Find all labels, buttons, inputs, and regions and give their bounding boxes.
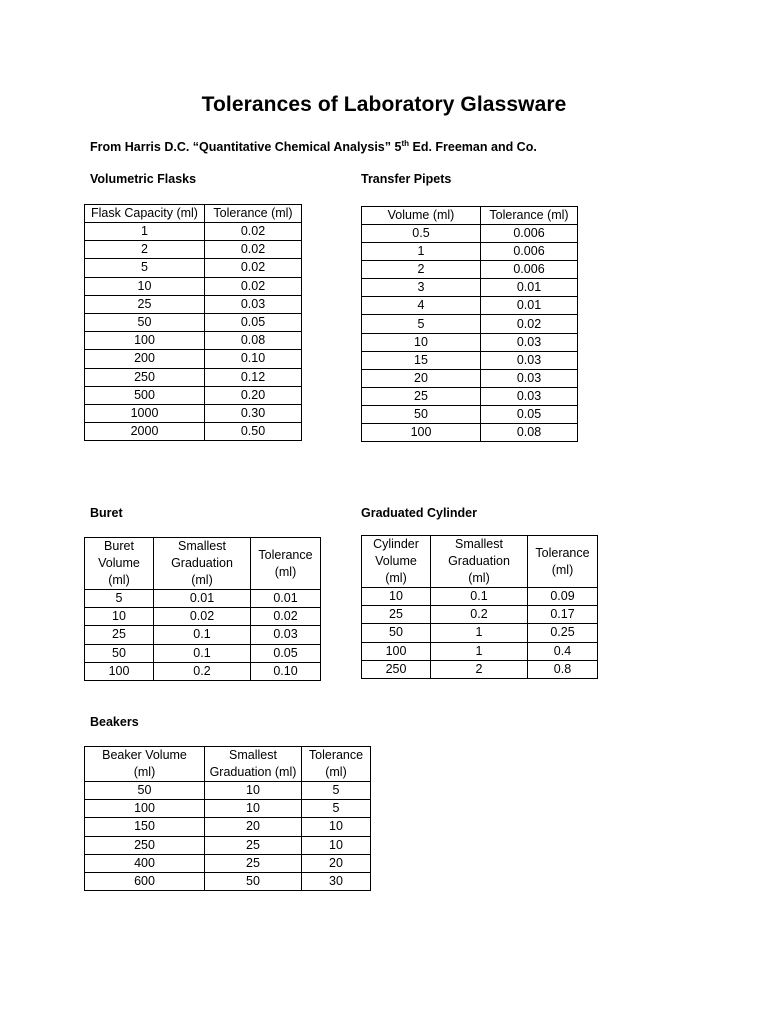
table-row: [362, 606, 598, 624]
beakers-header-text: Beaker Volume: [102, 748, 187, 762]
table-cell: 0.10: [251, 662, 321, 680]
buret-header-text: (ml): [274, 564, 297, 579]
table-cell: 0.08: [205, 332, 302, 350]
table-row: [85, 350, 302, 368]
table-cell: 0.02: [205, 277, 302, 295]
table-row: [85, 872, 371, 890]
table-cell: 0.03: [205, 295, 302, 313]
graduated-cylinder-header-text: Volume: [375, 554, 417, 568]
table-cell: 0.30: [205, 404, 302, 422]
table-cell: 10: [85, 608, 154, 626]
table-cell: 50: [85, 644, 154, 662]
transfer-pipets-header-row: [362, 207, 578, 225]
table-row: [85, 608, 321, 626]
table-cell: 1: [85, 223, 205, 241]
table-cell: 250: [85, 836, 205, 854]
table-row: [362, 424, 578, 442]
table-row: [362, 588, 598, 606]
transfer-pipets-table: [361, 206, 578, 442]
buret-header-text: Smallest: [178, 539, 226, 553]
table-row: [85, 590, 321, 608]
table-cell: 500: [85, 386, 205, 404]
table-row: [85, 241, 302, 259]
table-cell: 0.5: [362, 225, 481, 243]
table-row: [362, 351, 578, 369]
table-cell: 0.006: [481, 261, 578, 279]
table-cell: 0.05: [205, 313, 302, 331]
volumetric-flasks-label: Volumetric Flasks: [90, 172, 197, 186]
table-row: [85, 644, 321, 662]
beakers-label: Beakers: [90, 715, 139, 729]
table-cell: 20: [302, 854, 371, 872]
table-cell: 0.02: [205, 241, 302, 259]
table-row: [362, 297, 578, 315]
table-cell: 0.02: [154, 608, 251, 626]
table-cell: 2: [362, 261, 481, 279]
graduated-cylinder-table: [361, 535, 598, 679]
table-cell: 5: [302, 782, 371, 800]
table-row: [85, 854, 371, 872]
table-cell: 10: [362, 588, 431, 606]
table-cell: 5: [302, 800, 371, 818]
table-cell: 5: [85, 259, 205, 277]
table-cell: 0.1: [154, 626, 251, 644]
table-cell: 0.12: [205, 368, 302, 386]
table-cell: 100: [85, 800, 205, 818]
graduated-cylinder-header-cell: [431, 536, 528, 588]
table-cell: 25: [85, 626, 154, 644]
table-cell: 0.03: [481, 351, 578, 369]
table-cell: 0.05: [251, 644, 321, 662]
table-cell: 0.03: [481, 333, 578, 351]
table-row: [85, 423, 302, 441]
table-row: [362, 243, 578, 261]
graduated-cylinder-header-text: Graduation: [448, 554, 510, 568]
buret-header-text: Buret: [104, 539, 134, 553]
table-cell: 0.08: [481, 424, 578, 442]
table-cell: 1: [431, 642, 528, 660]
graduated-cylinder-header-text: (ml): [385, 571, 407, 585]
graduated-cylinder-header-cell: [362, 536, 431, 588]
beakers-header-cell: [302, 747, 371, 782]
volumetric-flasks-header-cell: [205, 205, 302, 223]
table-cell: 0.01: [251, 590, 321, 608]
table-cell: 0.50: [205, 423, 302, 441]
table-row: [85, 800, 371, 818]
table-cell: 50: [362, 405, 481, 423]
table-cell: 0.20: [205, 386, 302, 404]
buret-header-text: (ml): [191, 573, 213, 587]
buret-table: [84, 537, 321, 681]
volumetric-flasks-header-text: Flask Capacity (ml): [91, 206, 198, 220]
graduated-cylinder-header-cell: [528, 536, 598, 588]
table-cell: 0.1: [154, 644, 251, 662]
source-citation-prefix: From Harris D.C. “Quantitative Chemical Analysis” 5: [90, 140, 402, 154]
buret-header-text: Volume: [98, 556, 140, 570]
table-cell: 400: [85, 854, 205, 872]
table-row: [85, 626, 321, 644]
beakers-header-text: (ml): [133, 765, 156, 779]
buret-header-cell: [154, 538, 251, 590]
table-row: [362, 642, 598, 660]
buret-header-text: Graduation: [171, 556, 233, 570]
beakers-header-row: [85, 747, 371, 782]
table-cell: 0.09: [528, 588, 598, 606]
table-cell: 0.05: [481, 405, 578, 423]
table-cell: 0.03: [481, 387, 578, 405]
table-row: [85, 368, 302, 386]
table-cell: 0.006: [481, 243, 578, 261]
table-cell: 0.02: [251, 608, 321, 626]
table-cell: 150: [85, 818, 205, 836]
table-cell: 600: [85, 872, 205, 890]
table-row: [85, 836, 371, 854]
table-cell: 100: [362, 642, 431, 660]
beakers-table: [84, 746, 371, 891]
table-cell: 0.17: [528, 606, 598, 624]
table-cell: 15: [362, 351, 481, 369]
table-cell: 1: [362, 243, 481, 261]
table-cell: 0.2: [431, 606, 528, 624]
table-cell: 25: [362, 387, 481, 405]
table-cell: 1000: [85, 404, 205, 422]
table-cell: 10: [302, 836, 371, 854]
buret-label: Buret: [90, 506, 123, 520]
table-row: [362, 315, 578, 333]
table-row: [85, 259, 302, 277]
table-row: [85, 404, 302, 422]
table-cell: 50: [85, 782, 205, 800]
transfer-pipets-header-text: Tolerance (ml): [489, 208, 569, 222]
table-row: [362, 387, 578, 405]
table-cell: 0.01: [481, 279, 578, 297]
table-row: [85, 818, 371, 836]
table-row: [85, 295, 302, 313]
table-cell: 0.2: [154, 662, 251, 680]
table-cell: 25: [205, 836, 302, 854]
volumetric-flasks-table: [84, 204, 302, 441]
table-cell: 0.03: [481, 369, 578, 387]
transfer-pipets-header-cell: [362, 207, 481, 225]
table-cell: 4: [362, 297, 481, 315]
table-row: [362, 333, 578, 351]
buret-header-row: [85, 538, 321, 590]
table-cell: 100: [85, 332, 205, 350]
table-cell: 5: [362, 315, 481, 333]
table-cell: 25: [362, 606, 431, 624]
buret-header-cell: [251, 538, 321, 590]
table-cell: 20: [362, 369, 481, 387]
table-cell: 10: [302, 818, 371, 836]
table-row: [362, 369, 578, 387]
table-row: [362, 660, 598, 678]
table-row: [85, 332, 302, 350]
table-cell: 0.02: [205, 223, 302, 241]
buret-header-text: Tolerance: [258, 547, 313, 562]
table-cell: 10: [205, 800, 302, 818]
table-cell: 0.10: [205, 350, 302, 368]
table-cell: 2000: [85, 423, 205, 441]
beakers-header-text: (ml): [325, 765, 347, 779]
table-cell: 1: [431, 624, 528, 642]
table-cell: 30: [302, 872, 371, 890]
table-cell: 50: [205, 872, 302, 890]
table-row: [85, 782, 371, 800]
table-row: [85, 662, 321, 680]
table-cell: 5: [85, 590, 154, 608]
beakers-header-text: Tolerance: [308, 748, 364, 762]
graduated-cylinder-header-text: (ml): [468, 571, 490, 585]
table-row: [85, 386, 302, 404]
graduated-cylinder-header-text: Tolerance: [535, 545, 590, 560]
table-cell: 10: [362, 333, 481, 351]
beakers-header-text: Smallest: [229, 748, 277, 762]
table-cell: 20: [205, 818, 302, 836]
beakers-header-cell: [205, 747, 302, 782]
table-cell: 2: [85, 241, 205, 259]
table-cell: 0.02: [205, 259, 302, 277]
beakers-header-text: Graduation (ml): [209, 765, 297, 779]
table-row: [85, 277, 302, 295]
transfer-pipets-label: Transfer Pipets: [361, 172, 452, 186]
beakers-header-cell: [85, 747, 205, 782]
graduated-cylinder-header-text: Cylinder: [373, 537, 419, 551]
page-title: Tolerances of Laboratory Glassware: [201, 93, 567, 116]
graduated-cylinder-header-row: [362, 536, 598, 588]
buret-header-cell: [85, 538, 154, 590]
graduated-cylinder-header-text: (ml): [551, 562, 574, 577]
table-row: [85, 223, 302, 241]
table-cell: 25: [85, 295, 205, 313]
table-row: [85, 313, 302, 331]
table-row: [362, 261, 578, 279]
volumetric-flasks-header-cell: [85, 205, 205, 223]
table-row: [362, 225, 578, 243]
table-cell: 250: [362, 660, 431, 678]
table-cell: 0.006: [481, 225, 578, 243]
table-cell: 0.01: [154, 590, 251, 608]
transfer-pipets-header-cell: [481, 207, 578, 225]
table-cell: 10: [85, 277, 205, 295]
table-cell: 250: [85, 368, 205, 386]
table-cell: 0.25: [528, 624, 598, 642]
table-row: [362, 624, 598, 642]
table-cell: 25: [205, 854, 302, 872]
transfer-pipets-header-text: Volume (ml): [387, 208, 455, 222]
volumetric-flasks-header-row: [85, 205, 302, 223]
graduated-cylinder-header-text: Smallest: [455, 537, 503, 551]
table-cell: 50: [85, 313, 205, 331]
source-citation: [90, 140, 537, 154]
table-cell: 0.4: [528, 642, 598, 660]
table-cell: 0.8: [528, 660, 598, 678]
table-cell: 0.02: [481, 315, 578, 333]
table-cell: 200: [85, 350, 205, 368]
table-cell: 0.1: [431, 588, 528, 606]
table-cell: 100: [85, 662, 154, 680]
table-cell: 10: [205, 782, 302, 800]
table-row: [362, 405, 578, 423]
table-cell: 2: [431, 660, 528, 678]
graduated-cylinder-label: Graduated Cylinder: [361, 506, 477, 520]
table-cell: 0.01: [481, 297, 578, 315]
table-cell: 0.03: [251, 626, 321, 644]
table-row: [362, 279, 578, 297]
source-citation-suffix: Ed. Freeman and Co.: [409, 140, 537, 154]
volumetric-flasks-header-text: Tolerance (ml): [213, 206, 293, 220]
buret-header-text: (ml): [108, 573, 130, 587]
table-cell: 100: [362, 424, 481, 442]
table-cell: 3: [362, 279, 481, 297]
source-citation-superscript: th: [401, 139, 410, 148]
table-cell: 50: [362, 624, 431, 642]
